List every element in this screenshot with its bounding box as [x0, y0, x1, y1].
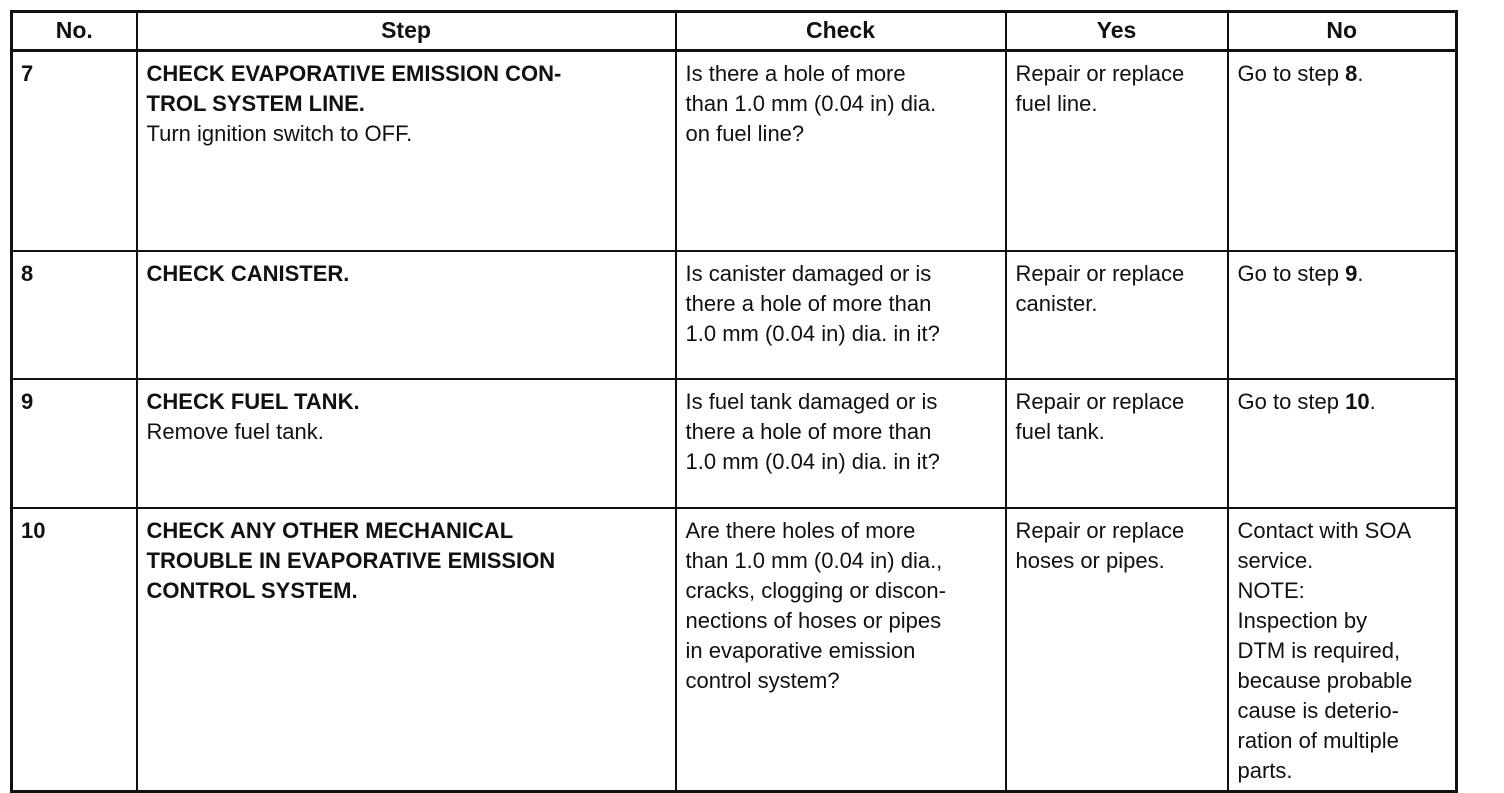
- no-line: cause is deterio-: [1237, 698, 1399, 723]
- step-number: 9: [12, 379, 137, 508]
- check-line: than 1.0 mm (0.04 in) dia.: [685, 91, 937, 116]
- yes-action: [1006, 51, 1228, 252]
- check-line: 1.0 mm (0.04 in) dia. in it?: [685, 449, 940, 474]
- check-question: [676, 51, 1006, 252]
- header-check: Check: [676, 12, 1006, 51]
- table-row: [12, 51, 1457, 252]
- no-action: [1228, 251, 1457, 379]
- go-to-step-line: [1238, 387, 1448, 417]
- yes-line: Repair or replace: [1015, 61, 1185, 86]
- check-question: [676, 508, 1006, 792]
- step-title-line: CONTROL SYSTEM.: [146, 578, 358, 603]
- yes-line: hoses or pipes.: [1015, 548, 1165, 573]
- check-line: cracks, clogging or discon-: [685, 578, 946, 603]
- table-row: [12, 508, 1457, 792]
- no-line: NOTE:: [1237, 578, 1305, 603]
- step-description: [137, 508, 676, 792]
- no-line: Contact with SOA: [1237, 518, 1412, 543]
- check-line: Is canister damaged or is: [685, 261, 932, 286]
- no-action: [1228, 379, 1457, 508]
- step-title-line: CHECK FUEL TANK.: [146, 389, 360, 414]
- go-to-step-number: 8: [1345, 61, 1358, 86]
- check-line: there a hole of more than: [685, 291, 932, 316]
- check-line: nections of hoses or pipes: [685, 608, 942, 633]
- no-line: Inspection by: [1237, 608, 1368, 633]
- check-line: control system?: [685, 668, 840, 693]
- table-body: [12, 51, 1457, 792]
- no-action: [1228, 51, 1457, 252]
- check-line: than 1.0 mm (0.04 in) dia.,: [685, 548, 943, 573]
- header-yes: Yes: [1006, 12, 1228, 51]
- header-no-result: No: [1228, 12, 1457, 51]
- no-line: DTM is required,: [1237, 638, 1401, 663]
- yes-action: [1006, 508, 1228, 792]
- no-line: service.: [1237, 548, 1314, 573]
- go-to-step-suffix: .: [1369, 389, 1376, 414]
- step-title-line: CHECK CANISTER.: [146, 261, 350, 286]
- yes-line: canister.: [1015, 291, 1098, 316]
- check-question: [676, 251, 1006, 379]
- step-instruction-line: Turn ignition switch to OFF.: [146, 121, 413, 146]
- go-to-step-number: 9: [1345, 261, 1358, 286]
- yes-action: [1006, 379, 1228, 508]
- header-no: No.: [12, 12, 137, 51]
- diagnostic-table-container: [10, 10, 1455, 793]
- step-number: 7: [12, 51, 137, 252]
- check-line: on fuel line?: [685, 121, 805, 146]
- go-to-step-prefix: Go to step: [1237, 61, 1346, 86]
- step-title-line: CHECK EVAPORATIVE EMISSION CON-: [146, 61, 562, 86]
- go-to-step-prefix: Go to step: [1237, 389, 1346, 414]
- step-description: [137, 51, 676, 252]
- step-instruction-line: Remove fuel tank.: [146, 419, 324, 444]
- step-title-line: CHECK ANY OTHER MECHANICAL: [146, 518, 514, 543]
- yes-action: [1006, 251, 1228, 379]
- check-line: Is there a hole of more: [685, 61, 906, 86]
- yes-line: fuel line.: [1015, 91, 1098, 116]
- check-line: Are there holes of more: [685, 518, 916, 543]
- table-row: [12, 379, 1457, 508]
- no-line: parts.: [1237, 758, 1293, 783]
- go-to-step-suffix: .: [1357, 61, 1364, 86]
- check-line: Is fuel tank damaged or is: [685, 389, 938, 414]
- go-to-step-line: [1238, 259, 1448, 289]
- go-to-step-number: 10: [1345, 389, 1370, 414]
- table-row: [12, 251, 1457, 379]
- yes-line: fuel tank.: [1015, 419, 1105, 444]
- check-line: in evaporative emission: [685, 638, 916, 663]
- step-number: 10: [12, 508, 137, 792]
- check-line: there a hole of more than: [685, 419, 932, 444]
- check-question: [676, 379, 1006, 508]
- go-to-step-prefix: Go to step: [1237, 261, 1346, 286]
- header-step: Step: [137, 12, 676, 51]
- no-line: ration of multiple: [1237, 728, 1399, 753]
- table-header-row: [12, 12, 1457, 51]
- step-number: 8: [12, 251, 137, 379]
- no-action: [1228, 508, 1457, 792]
- no-line: because probable: [1237, 668, 1413, 693]
- go-to-step-suffix: .: [1357, 261, 1364, 286]
- diagnostic-table: [10, 10, 1458, 793]
- yes-line: Repair or replace: [1015, 261, 1185, 286]
- step-title-line: TROL SYSTEM LINE.: [146, 91, 365, 116]
- yes-line: Repair or replace: [1015, 518, 1185, 543]
- step-description: [137, 379, 676, 508]
- step-description: [137, 251, 676, 379]
- go-to-step-line: [1238, 59, 1448, 89]
- step-title-line: TROUBLE IN EVAPORATIVE EMISSION: [146, 548, 556, 573]
- check-line: 1.0 mm (0.04 in) dia. in it?: [685, 321, 940, 346]
- yes-line: Repair or replace: [1015, 389, 1185, 414]
